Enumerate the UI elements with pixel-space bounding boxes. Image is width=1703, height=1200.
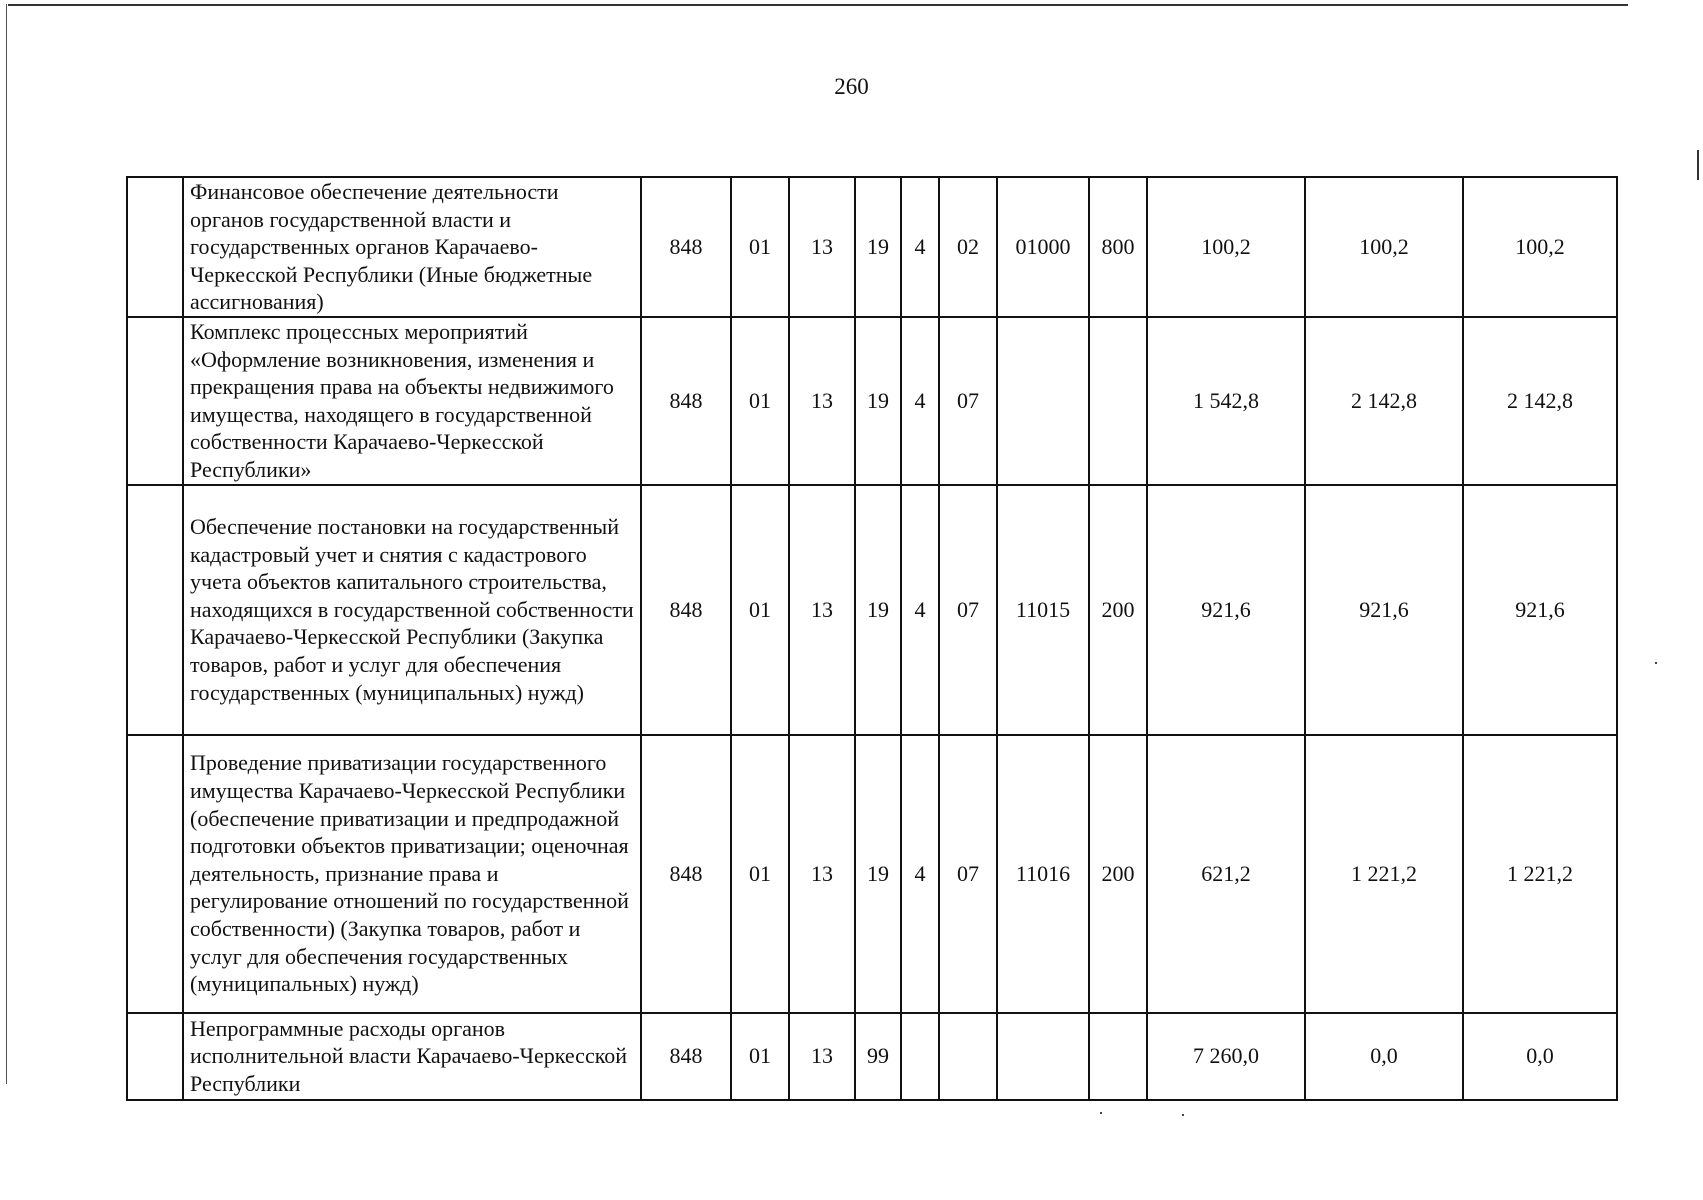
rz-cell: 01 [731,1013,789,1100]
ved-cell: 848 [641,317,731,485]
vr-cell: 800 [1089,177,1147,317]
scan-border-top [8,4,1628,6]
ved-cell: 848 [641,485,731,735]
table-row [127,1013,1617,1100]
sum-year2-cell: 100,2 [1305,177,1463,317]
csr-direction-cell: 01000 [997,177,1089,317]
vr-cell [1089,1013,1147,1100]
ved-cell: 848 [641,735,731,1013]
description-cell: Финансовое обеспечение деятельности органов государственной власти и государственных органов Карачаево-Черкесской Республики (Иные бюджетные ассигнования) [183,177,641,317]
sum-year2-cell: 0,0 [1305,1013,1463,1100]
csr-direction-cell: 11015 [997,485,1089,735]
table-row [127,735,1617,1013]
row-number-cell [127,735,183,1013]
row-number-cell [127,177,183,317]
table-row [127,177,1617,317]
sum-year2-cell: 2 142,8 [1305,317,1463,485]
rz-cell: 01 [731,485,789,735]
vr-cell: 200 [1089,735,1147,1013]
sum-year1-cell: 7 260,0 [1147,1013,1305,1100]
csr-type-cell [901,1013,939,1100]
table-row [127,485,1617,735]
scan-mark-right [1697,150,1699,180]
csr-subprogram-cell: 02 [939,177,997,317]
csr-type-cell: 4 [901,317,939,485]
csr-direction-cell: 11016 [997,735,1089,1013]
sum-year1-cell: 1 542,8 [1147,317,1305,485]
table-row [127,317,1617,485]
sum-year2-cell: 1 221,2 [1305,735,1463,1013]
csr-program-cell: 19 [855,317,901,485]
vr-cell [1089,317,1147,485]
ved-cell: 848 [641,177,731,317]
rz-cell: 01 [731,317,789,485]
sum-year2-cell: 921,6 [1305,485,1463,735]
csr-subprogram-cell: 07 [939,317,997,485]
rz-cell: 01 [731,735,789,1013]
row-number-cell [127,485,183,735]
csr-direction-cell [997,1013,1089,1100]
csr-program-cell: 19 [855,177,901,317]
scan-speck [1182,1114,1184,1116]
budget-table [126,176,1618,1101]
csr-subprogram-cell [939,1013,997,1100]
pr-cell: 13 [789,485,855,735]
csr-program-cell: 99 [855,1013,901,1100]
sum-year3-cell: 1 221,2 [1463,735,1617,1013]
csr-type-cell: 4 [901,735,939,1013]
pr-cell: 13 [789,735,855,1013]
row-number-cell [127,317,183,485]
sum-year3-cell: 921,6 [1463,485,1617,735]
pr-cell: 13 [789,317,855,485]
description-cell: Обеспечение постановки на государственный кадастровый учет и снятия с кадастрового учета объектов капитального строительства, находящихся в государственной собственности Карачаево-Черкесской Республики (Закупка товаров, работ и услуг для обеспечения государственных (муниципальных) нужд) [183,485,641,735]
rz-cell: 01 [731,177,789,317]
sum-year1-cell: 921,6 [1147,485,1305,735]
scan-border-left [6,4,7,1084]
csr-type-cell: 4 [901,485,939,735]
csr-subprogram-cell: 07 [939,485,997,735]
description-cell: Комплекс процессных мероприятий «Оформление возникновения, изменения и прекращения права на объекты недвижимого имущества, находящего в государственной собственности Карачаево-Черкесской Республики» [183,317,641,485]
vr-cell: 200 [1089,485,1147,735]
csr-subprogram-cell: 07 [939,735,997,1013]
sum-year1-cell: 621,2 [1147,735,1305,1013]
sum-year1-cell: 100,2 [1147,177,1305,317]
csr-type-cell: 4 [901,177,939,317]
pr-cell: 13 [789,177,855,317]
sum-year3-cell: 2 142,8 [1463,317,1617,485]
csr-program-cell: 19 [855,485,901,735]
sum-year3-cell: 100,2 [1463,177,1617,317]
csr-program-cell: 19 [855,735,901,1013]
row-number-cell [127,1013,183,1100]
scan-speck [1655,662,1657,664]
sum-year3-cell: 0,0 [1463,1013,1617,1100]
page-number: 260 [834,74,869,99]
csr-direction-cell [997,317,1089,485]
pr-cell: 13 [789,1013,855,1100]
description-cell: Проведение приватизации государственного имущества Карачаево-Черкесской Республики (обеспечение приватизации и предпродажной подготовки объектов приватизации; оценочная деятельность, признание права и регулирование отношений по государственной собственности) (Закупка товаров, работ и услуг для обеспечения государственных (муниципальных) нужд) [183,735,641,1013]
scan-speck [1100,1112,1102,1114]
ved-cell: 848 [641,1013,731,1100]
description-cell: Непрограммные расходы органов исполнительной власти Карачаево-Черкесской Республики [183,1013,641,1100]
